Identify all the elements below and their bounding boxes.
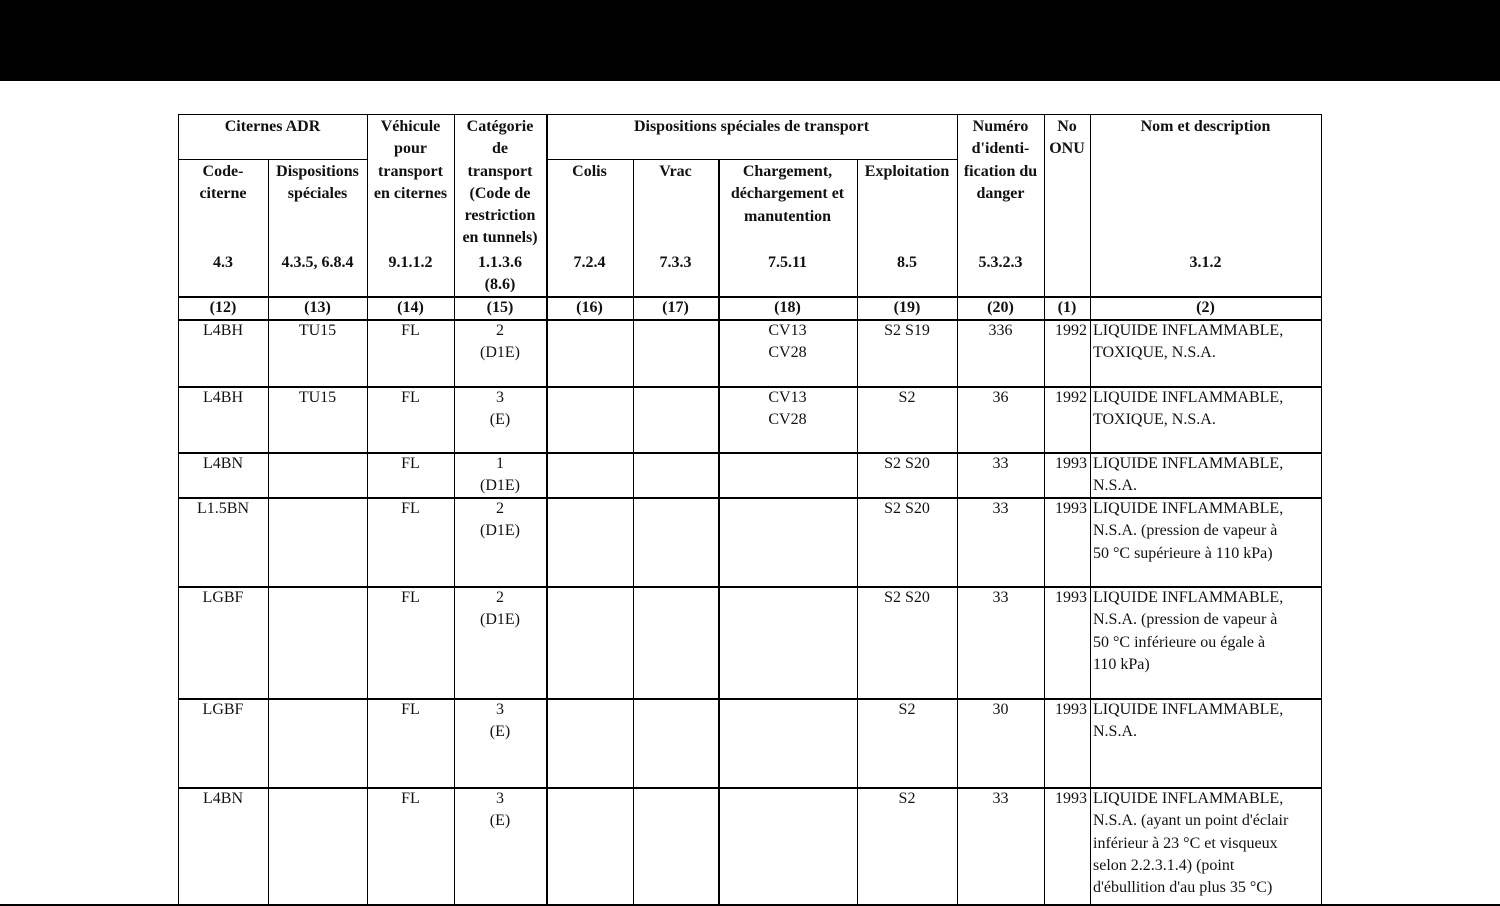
header-colis: Colis [572,163,607,180]
table-cell: 3 (E) [489,790,511,830]
header-code-citerne: Code- citerne [199,163,247,203]
table-cell: FL [401,701,420,718]
header-nom-description: Nom et description [1140,118,1271,135]
column-number: (13) [304,299,331,316]
table-cell: FL [401,389,420,406]
table-cell: LIQUIDE INFLAMMABLE, N.S.A. (ayant un point d'éclair inférieur à 23 °C et visqueux selon 2.2.3.1.4) (point d'ébullition d'au plus 35 °C) [1093,790,1289,897]
table-cell: TU15 [298,389,337,406]
column-number: (1) [1057,299,1077,316]
table-cell: 33 [992,790,1009,807]
table-cell: LIQUIDE INFLAMMABLE, N.S.A. [1093,701,1284,741]
table-cell: LIQUIDE INFLAMMABLE, N.S.A. (pression de vapeur à 50 °C supérieure à 110 kPa) [1093,500,1284,562]
table-top-border [178,114,1321,115]
header-chargement: Chargement, déchargement et manutention [730,163,845,225]
table-cell: S2 S20 [884,589,930,606]
column-divider [1090,114,1091,904]
header-reference: 4.3 [213,254,233,271]
table-cell: 1992 [1055,389,1087,406]
table-cell: L4BN [203,790,243,807]
table-cell: LGBF [202,589,244,606]
column-divider [546,114,548,904]
header-reference: 5.3.2.3 [978,254,1023,271]
header-reference: 7.5.11 [767,254,808,271]
column-number: (14) [397,299,424,316]
table-cell: S2 S19 [884,322,930,339]
table-cell: FL [401,790,420,807]
table-cell: S2 [898,389,916,406]
table-cell: CV13 CV28 [768,389,807,429]
header-exploitation: Exploitation [864,163,950,180]
table-cell: 1993 [1055,500,1087,517]
table-cell: 1992 [1055,322,1087,339]
column-number: (15) [486,299,514,316]
header-dispositions-speciales: Dispositions spéciales de transport [633,118,870,135]
header-reference: 1.1.3.6 (8.6) [478,254,522,294]
header-reference: 9.1.1.2 [388,254,433,271]
table-cell: LIQUIDE INFLAMMABLE, N.S.A. [1093,455,1284,495]
table-cell: 30 [992,701,1009,718]
header-reference: 8.5 [897,254,917,271]
column-number: (12) [209,299,237,316]
header-no-onu: No ONU [1049,118,1085,158]
dispositions-group-divider [546,159,957,160]
table-cell: 1993 [1055,455,1087,472]
header-vrac: Vrac [659,163,692,180]
table-cell: S2 [898,701,916,718]
column-number: (2) [1196,299,1215,316]
table-cell: 33 [992,500,1009,517]
table-cell: LIQUIDE INFLAMMABLE, TOXIQUE, N.S.A. [1093,389,1284,429]
table-cell: 336 [988,322,1013,339]
table-cell: LGBF [202,701,244,718]
table-cell: 3 (E) [489,701,511,741]
column-number: (16) [576,299,603,316]
header-citernes-adr: Citernes ADR [224,118,321,135]
table-cell: 2 (D1E) [480,589,520,629]
table-cell: S2 S20 [884,455,930,472]
table-cell: L4BN [203,455,243,472]
table-cell: 1 (D1E) [480,455,520,495]
top-black-bar [0,0,1500,81]
table-cell: FL [401,589,420,606]
table-cell: 1993 [1055,589,1087,606]
table-cell: 3 (E) [489,389,511,429]
column-number: (19) [893,299,921,316]
table-cell: CV13 CV28 [768,322,807,362]
column-number: (18) [774,299,801,316]
table-cell: FL [401,500,420,517]
table-cell: 1993 [1055,701,1087,718]
table-cell: L1.5BN [197,500,249,517]
table-cell: L4BH [203,389,243,406]
table-cell: LIQUIDE INFLAMMABLE, N.S.A. (pression de vapeur à 50 °C inférieure ou égale à 110 kPa) [1093,589,1284,673]
header-reference: 4.3.5, 6.8.4 [281,254,354,271]
table-cell: 33 [992,455,1009,472]
table-cell: LIQUIDE INFLAMMABLE, TOXIQUE, N.S.A. [1093,322,1284,362]
table-cell: FL [401,322,420,339]
header-reference: 7.3.3 [659,254,692,271]
header-categorie: Catégorie de transport (Code de restriction en tunnels) [462,118,538,247]
table-cell: 36 [992,389,1009,406]
table-cell: L4BH [203,322,243,339]
header-vehicule: Véhicule pour transport en citernes [373,118,448,202]
table-cell: FL [401,455,420,472]
header-reference: 3.1.2 [1189,254,1222,271]
table-cell: S2 S20 [884,500,930,517]
table-cell: 2 (D1E) [480,322,520,362]
header-reference: 7.2.4 [573,254,606,271]
table-cell: 2 (D1E) [480,500,520,540]
table-cell: TU15 [298,322,337,339]
table-right-border [1321,114,1322,904]
table-cell: 33 [992,589,1009,606]
table-cell: S2 [898,790,916,807]
table-cell: 1993 [1055,790,1087,807]
column-number: (17) [662,299,689,316]
header-dispositions-speciales-citernes: Dispositions spéciales [276,163,359,203]
column-number: (20) [987,299,1014,316]
header-numero-danger: Numéro d'identi- fication du danger [963,118,1038,202]
citernes-group-divider [178,159,367,160]
